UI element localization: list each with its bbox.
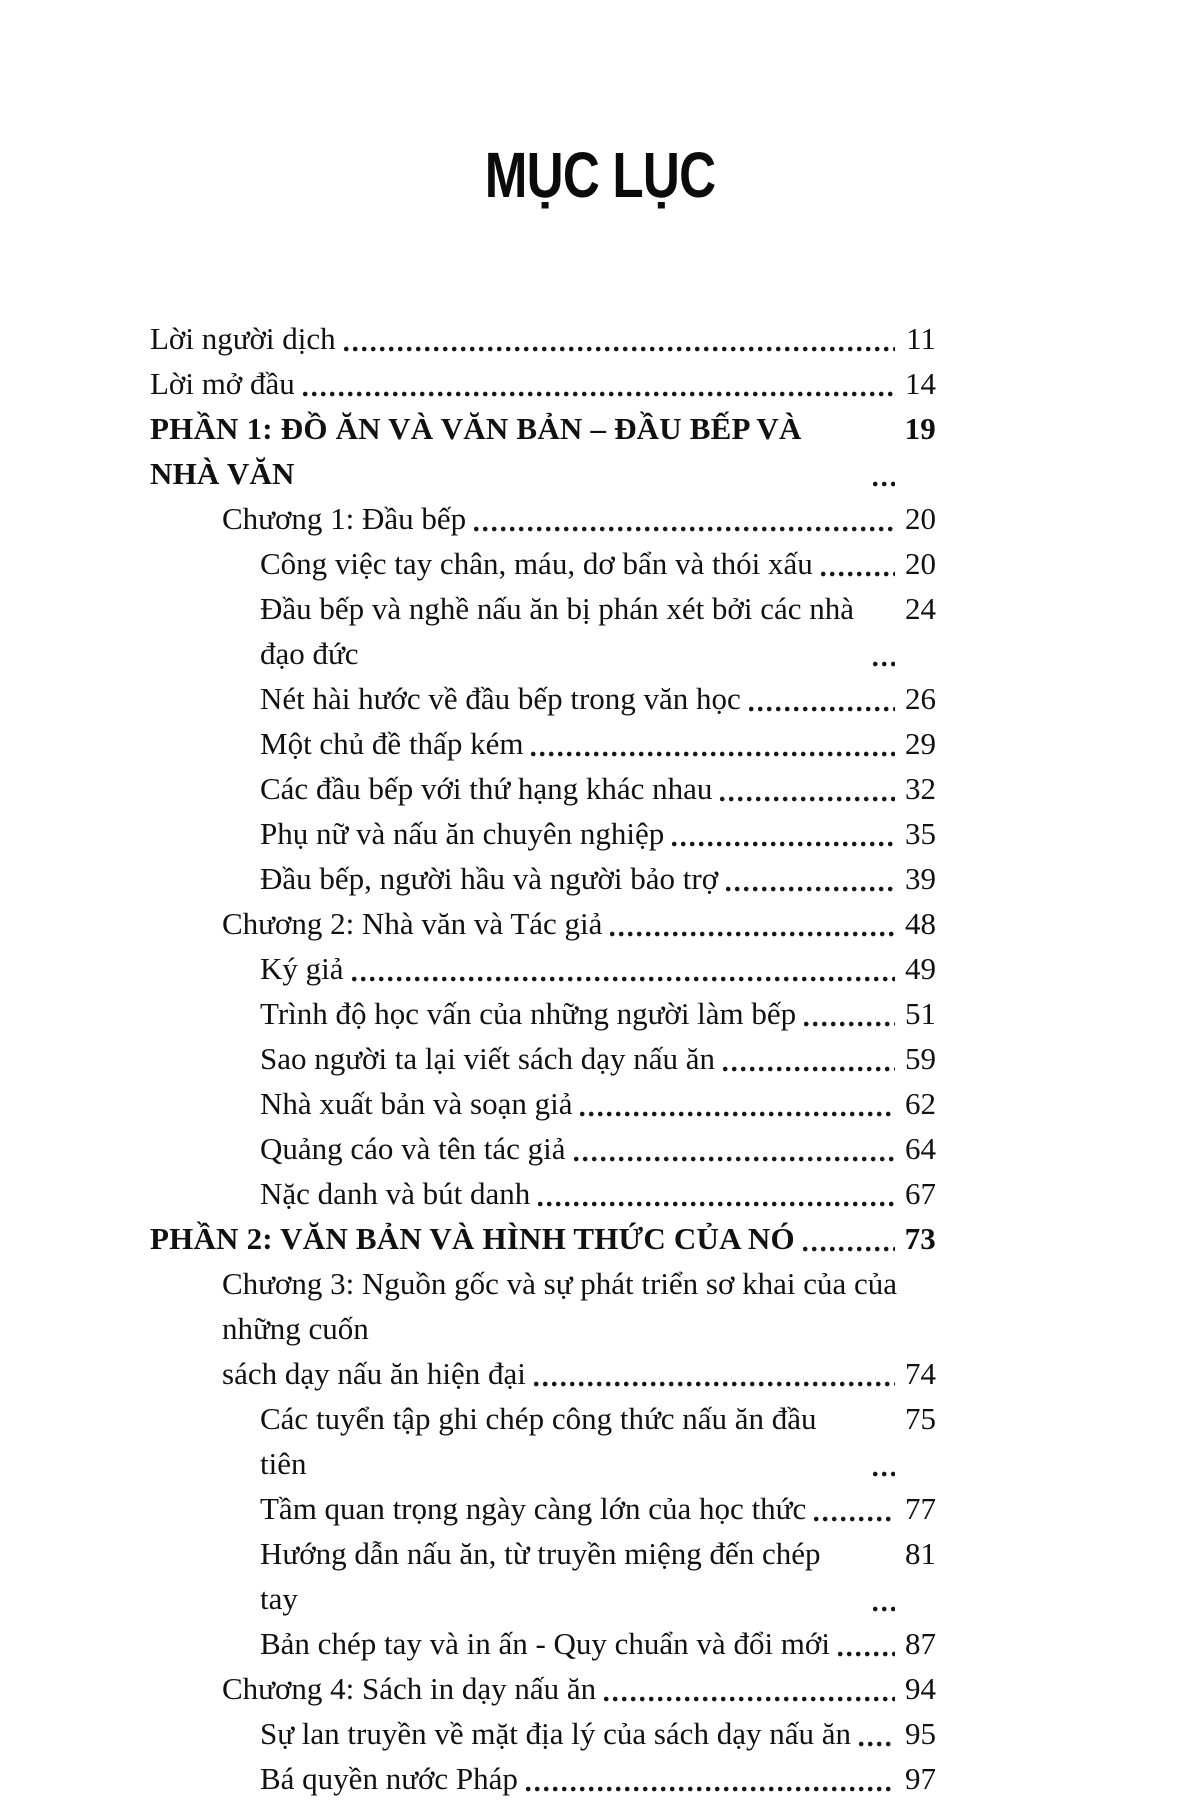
- toc-entry-page: 24: [905, 591, 936, 626]
- toc-row: [150, 1666, 936, 1711]
- toc-row: [150, 991, 936, 1036]
- toc-entry-label: Lời người dịch: [150, 321, 336, 356]
- toc-entry-label: Nhà xuất bản và soạn giả: [260, 1086, 573, 1121]
- toc-entry-label: Ký giả: [260, 951, 344, 986]
- toc-entry-page: 75: [905, 1401, 936, 1436]
- toc-row: [150, 1081, 936, 1126]
- toc-row: [150, 586, 936, 676]
- dot-leader: [720, 796, 895, 802]
- toc-entry-page: 29: [905, 726, 936, 761]
- toc-row: [150, 1036, 936, 1081]
- toc-entry-label: Các tuyển tập ghi chép công thức nấu ăn đầu tiên: [260, 1401, 817, 1481]
- toc-entry-label: Hướng dẫn nấu ăn, từ truyền miệng đến chép tay: [260, 1536, 821, 1616]
- title-wrap: [0, 138, 1200, 212]
- toc-entry-page: 62: [905, 1086, 936, 1121]
- dot-leader: [610, 931, 895, 937]
- toc-entry-page: 32: [905, 771, 936, 806]
- toc-entry-label: Chương 3: Nguồn gốc và sự phát triển sơ khai của của những cuốn: [222, 1266, 898, 1346]
- toc-entry-label: Chương 2: Nhà văn và Tác giả: [222, 906, 603, 941]
- toc-entry-label: PHẦN 2: VĂN BẢN VÀ HÌNH THỨC CỦA NÓ: [150, 1221, 795, 1256]
- dot-leader: [531, 751, 895, 757]
- dot-leader: [873, 661, 895, 667]
- toc-entry-label: Chương 4: Sách in dạy nấu ăn: [222, 1671, 597, 1706]
- toc-entry-page: 20: [905, 501, 936, 536]
- toc-row: [150, 316, 936, 361]
- toc-entry-page: 64: [905, 1131, 936, 1166]
- dot-leader: [580, 1111, 895, 1117]
- toc-entry-page: 77: [905, 1491, 936, 1526]
- toc-entry-page: 48: [905, 906, 936, 941]
- toc-row: [150, 946, 936, 991]
- toc-entry-page: 39: [905, 861, 936, 896]
- toc-row: [150, 1126, 936, 1171]
- toc-row: [150, 1216, 936, 1261]
- toc-row: [150, 1261, 936, 1351]
- toc-entry-label: Sao người ta lại viết sách dạy nấu ăn: [260, 1041, 716, 1076]
- dot-leader: [749, 706, 895, 712]
- dot-leader: [344, 346, 895, 352]
- toc-row: [150, 1171, 936, 1216]
- toc-entry-page: 26: [905, 681, 936, 716]
- toc-entry-page: 19: [904, 411, 936, 446]
- toc-entry-page: 11: [906, 321, 936, 356]
- dot-leader: [723, 1066, 895, 1072]
- toc-entry-page: 51: [905, 996, 936, 1031]
- toc-row: [150, 676, 936, 721]
- dot-leader: [814, 1516, 895, 1522]
- toc-entry-label: Các đầu bếp với thứ hạng khác nhau: [260, 771, 713, 806]
- dot-leader: [859, 1741, 895, 1747]
- toc-entry-label: Đầu bếp và nghề nấu ăn bị phán xét bởi các nhà đạo đức: [260, 591, 854, 671]
- toc-entry-page: 49: [905, 951, 936, 986]
- toc-entry-page: 74: [905, 1356, 936, 1391]
- toc-entry-label: Trình độ học vấn của những người làm bếp: [260, 996, 797, 1031]
- dot-leader: [873, 481, 895, 487]
- toc-row: [150, 811, 936, 856]
- toc-entry-page: 73: [904, 1221, 936, 1256]
- toc-row: [150, 766, 936, 811]
- toc-entry-page: 20: [905, 546, 936, 581]
- dot-leader: [474, 526, 895, 532]
- dot-leader: [574, 1156, 895, 1162]
- toc-entry-page: 35: [905, 816, 936, 851]
- toc-entry-page: 81: [905, 1536, 936, 1571]
- dot-leader: [672, 841, 895, 847]
- dot-leader: [821, 571, 895, 577]
- toc-row: [150, 406, 936, 496]
- toc-entry-label: Đầu bếp, người hầu và người bảo trợ: [260, 861, 719, 896]
- dot-leader: [838, 1651, 895, 1657]
- toc-row: [150, 496, 936, 541]
- dot-leader: [803, 1246, 895, 1252]
- toc-entry-page: 87: [905, 1626, 936, 1661]
- toc-entry-label: Quảng cáo và tên tác giả: [260, 1131, 566, 1166]
- dot-leader: [352, 976, 895, 982]
- toc-entry-label: Bá quyền nước Pháp: [260, 1761, 518, 1796]
- dot-leader: [526, 1786, 895, 1792]
- toc-row: [150, 1486, 936, 1531]
- toc-row: [150, 1351, 936, 1396]
- toc-entry-label: Công việc tay chân, máu, dơ bẩn và thói xấu: [260, 546, 813, 581]
- toc-entry-page: 95: [905, 1716, 936, 1751]
- toc-entry-label: Một chủ đề thấp kém: [260, 726, 524, 761]
- toc-row: [150, 1711, 936, 1756]
- toc-entry-label: Lời mở đầu: [150, 366, 295, 401]
- dot-leader: [604, 1696, 895, 1702]
- toc-entry-label: Sự lan truyền về mặt địa lý của sách dạy nấu ăn: [260, 1716, 851, 1751]
- dot-leader: [303, 391, 895, 397]
- dot-leader: [873, 1606, 895, 1612]
- toc-entry-label: PHẦN 1: ĐỒ ĂN VÀ VĂN BẢN – ĐẦU BẾP VÀ NHÀ VĂN: [150, 411, 802, 491]
- toc-row: [150, 361, 936, 406]
- dot-leader: [534, 1381, 895, 1387]
- toc-entry-label: Nét hài hước về đầu bếp trong văn học: [260, 681, 741, 716]
- toc-entry-page: 59: [905, 1041, 936, 1076]
- toc-entry-label: Nặc danh và bút danh: [260, 1176, 531, 1211]
- toc-row: [150, 721, 936, 766]
- page-title: MỤC LỤC: [484, 139, 716, 211]
- toc-row: [150, 1531, 936, 1621]
- toc-entry-label: Bản chép tay và in ấn - Quy chuẩn và đổi mới: [260, 1626, 830, 1661]
- toc-row: [150, 541, 936, 586]
- toc-list: [150, 316, 936, 1801]
- toc-row: [150, 1621, 936, 1666]
- toc-entry-page: 67: [905, 1176, 936, 1211]
- dot-leader: [726, 886, 895, 892]
- toc-row: [150, 1756, 936, 1801]
- dot-leader: [804, 1021, 895, 1027]
- toc-entry-label: Chương 1: Đầu bếp: [222, 501, 467, 536]
- toc-entry-label: Tầm quan trọng ngày càng lớn của học thức: [260, 1491, 807, 1526]
- toc-entry-label: Phụ nữ và nấu ăn chuyên nghiệp: [260, 816, 665, 851]
- toc-entry-label: sách dạy nấu ăn hiện đại: [222, 1356, 526, 1391]
- dot-leader: [538, 1201, 895, 1207]
- toc-entry-page: 14: [905, 366, 936, 401]
- toc-row: [150, 901, 936, 946]
- toc-entry-page: 97: [905, 1761, 936, 1796]
- dot-leader: [873, 1471, 895, 1477]
- toc-row: [150, 856, 936, 901]
- toc-entry-page: 94: [905, 1671, 936, 1706]
- toc-row: [150, 1396, 936, 1486]
